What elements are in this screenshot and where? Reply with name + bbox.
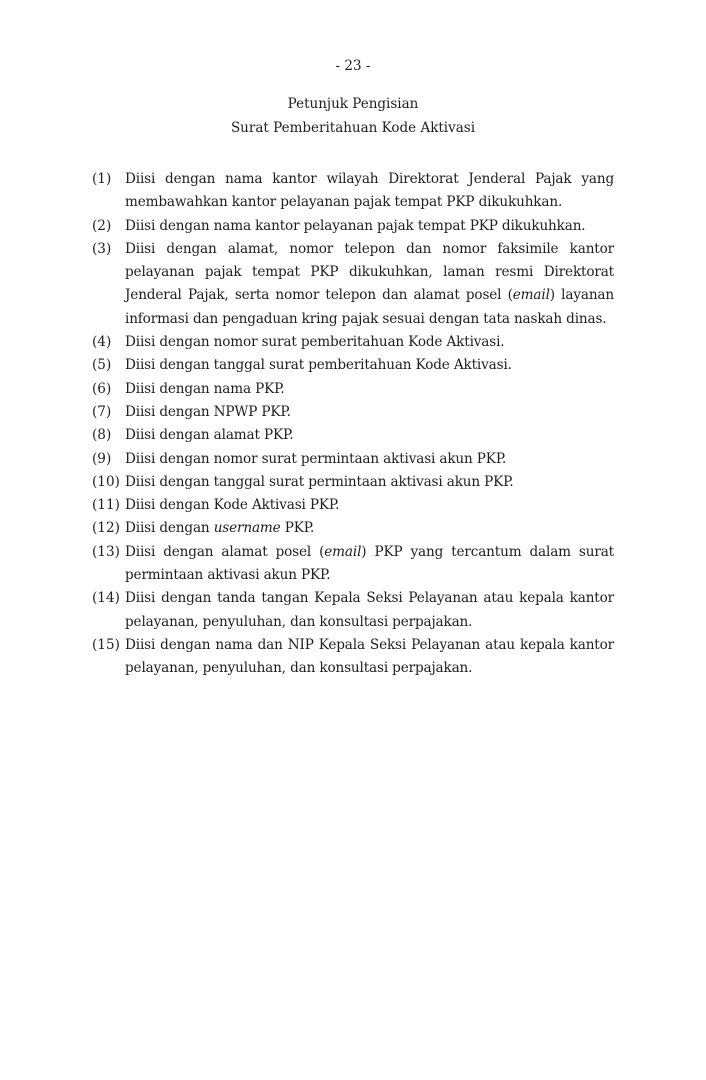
text-segment: Diisi dengan NPWP PKP. bbox=[125, 403, 291, 420]
list-item bbox=[92, 634, 614, 681]
list-item bbox=[92, 378, 614, 401]
item-number: (14) bbox=[92, 590, 120, 607]
text-segment: Diisi dengan tanda tangan Kepala Seksi Pelayanan atau kepala kantor pelayanan, penyuluhan, dan konsultasi perpajakan. bbox=[125, 590, 614, 630]
text-segment: Diisi dengan nomor surat pemberitahuan Kode Aktivasi. bbox=[125, 334, 505, 351]
italic-term: email bbox=[512, 287, 550, 304]
list-item bbox=[92, 471, 614, 494]
item-number: (4) bbox=[92, 334, 112, 351]
item-text bbox=[125, 424, 614, 447]
document-subtitle: Surat Pemberitahuan Kode Aktivasi bbox=[230, 120, 476, 136]
list-item bbox=[92, 587, 614, 634]
item-number: (12) bbox=[92, 520, 120, 537]
list-item bbox=[92, 354, 614, 377]
item-number: (1) bbox=[92, 171, 112, 187]
item-text bbox=[125, 331, 614, 354]
item-number: (9) bbox=[92, 450, 112, 467]
item-number: (11) bbox=[92, 497, 120, 514]
item-number: (15) bbox=[92, 636, 120, 653]
item-text bbox=[125, 354, 614, 377]
text-segment: Diisi dengan tanggal surat pemberitahuan Kode Aktivasi. bbox=[125, 357, 512, 374]
text-segment: ) PKP yang tercantum dalam surat permintaan aktivasi akun PKP. bbox=[125, 543, 614, 584]
italic-term: username bbox=[213, 520, 281, 537]
list-item bbox=[92, 331, 614, 354]
list-item bbox=[92, 541, 614, 588]
item-text bbox=[125, 215, 614, 238]
text-segment: Diisi dengan nama kantor pelayanan pajak tempat PKP dikukuhkan. bbox=[125, 217, 586, 234]
text-segment: Diisi dengan alamat posel ( bbox=[125, 543, 325, 560]
list-item bbox=[92, 168, 614, 215]
page-number: - 23 - bbox=[335, 58, 371, 74]
item-number: (5) bbox=[92, 357, 112, 374]
item-number: (2) bbox=[92, 217, 112, 234]
text-segment: Diisi dengan nomor surat permintaan aktivasi akun PKP. bbox=[125, 450, 507, 467]
item-text bbox=[125, 168, 614, 215]
item-text bbox=[125, 517, 614, 540]
text-segment: Diisi dengan nama dan NIP Kepala Seksi Pelayanan atau kepala kantor pelayanan, penyuluhan, dan konsultasi perpajakan. bbox=[125, 636, 614, 677]
list-item bbox=[92, 494, 614, 517]
item-text bbox=[125, 494, 614, 517]
item-text bbox=[125, 471, 614, 494]
list-item bbox=[92, 401, 614, 424]
text-segment: Diisi dengan alamat, nomor telepon dan nomor faksimile kantor pelayanan pajak tempat PKP dikukuhkan, laman resmi Direktorat Jenderal Pajak, serta nomor telepon dan alamat posel ( bbox=[125, 240, 614, 304]
item-text bbox=[125, 634, 614, 681]
text-segment: Diisi dengan nama PKP. bbox=[125, 380, 285, 397]
item-number: (3) bbox=[92, 240, 112, 257]
text-segment: ) layanan informasi dan pengaduan kring pajak sesuai dengan tata naskah dinas. bbox=[125, 287, 614, 327]
item-text bbox=[125, 238, 614, 331]
text-segment: Diisi dengan alamat PKP. bbox=[125, 427, 294, 444]
list-item bbox=[92, 448, 614, 471]
list-item bbox=[92, 215, 614, 238]
list-item bbox=[92, 238, 614, 331]
list-item bbox=[92, 517, 614, 540]
text-segment: PKP. bbox=[280, 520, 315, 537]
item-text bbox=[125, 587, 614, 634]
instruction-list bbox=[92, 168, 614, 681]
text-segment: Diisi dengan nama kantor wilayah Direktorat Jenderal Pajak yang membawahkan kantor pelayanan pajak tempat PKP dikukuhkan. bbox=[125, 171, 614, 211]
item-number: (10) bbox=[92, 473, 120, 490]
item-text bbox=[125, 378, 614, 401]
item-number: (6) bbox=[92, 380, 112, 397]
list-item bbox=[92, 424, 614, 447]
text-segment: Diisi dengan Kode Aktivasi PKP. bbox=[125, 497, 340, 514]
item-number: (13) bbox=[92, 543, 120, 560]
italic-term: email bbox=[324, 543, 362, 560]
item-number: (8) bbox=[92, 427, 112, 444]
document-title: Petunjuk Pengisian bbox=[287, 96, 419, 112]
item-text bbox=[125, 448, 614, 471]
text-segment: Diisi dengan bbox=[125, 520, 214, 537]
item-text bbox=[125, 541, 614, 588]
text-segment: Diisi dengan tanggal surat permintaan aktivasi akun PKP. bbox=[125, 473, 514, 490]
item-number: (7) bbox=[92, 403, 112, 420]
item-text bbox=[125, 401, 614, 424]
